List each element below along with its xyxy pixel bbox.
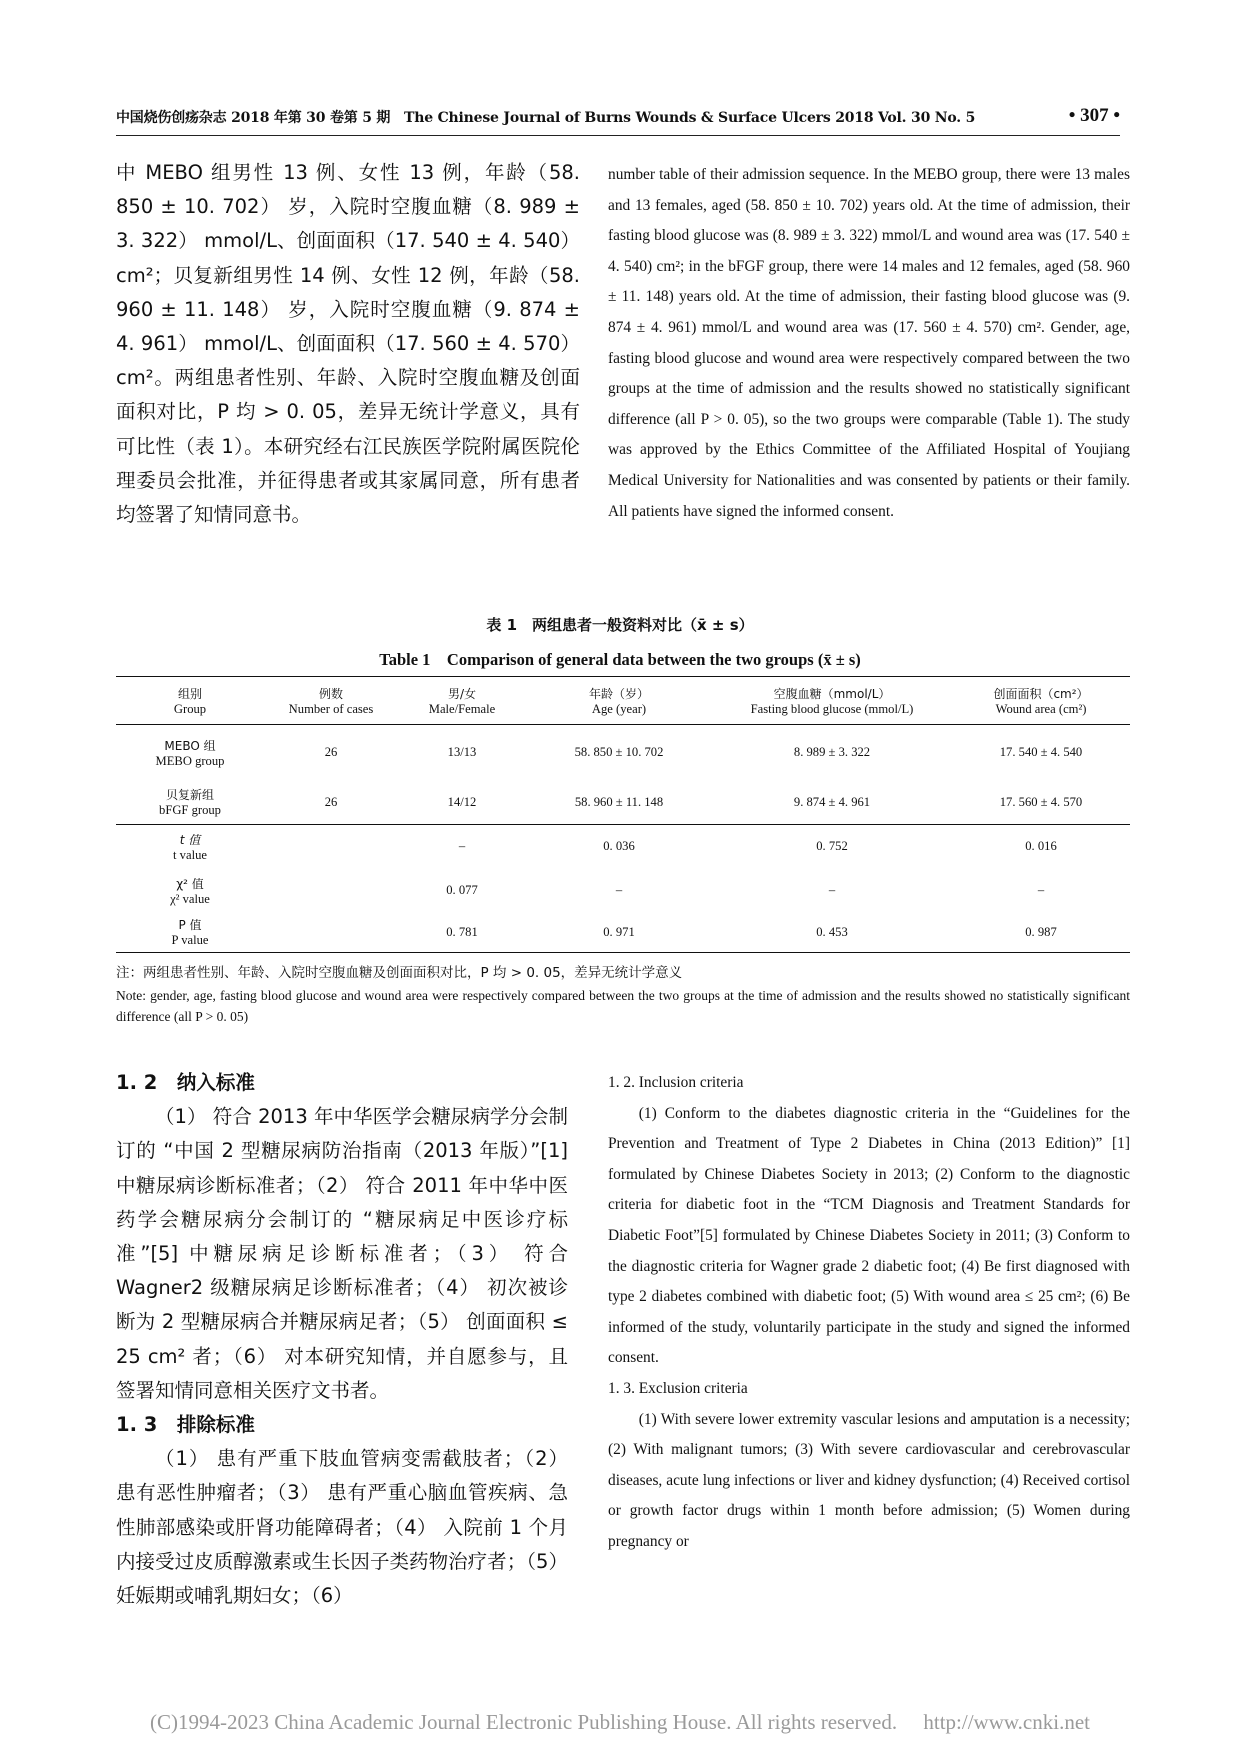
header-cases: 例数 Number of cases	[288, 686, 374, 716]
table-cell: 17. 560 ± 4. 570	[999, 794, 1083, 809]
table-note-en: Note: gender, age, fasting blood glucose and wound area were respectively compared between the two groups at the time of admission and the results showed no statistically significant difference (all P > 0. 05)	[116, 988, 1130, 1024]
table-cell: 0. 453	[816, 924, 848, 939]
table-header-row	[116, 677, 1130, 725]
table-row	[116, 825, 1130, 869]
table-cell: 9. 874 ± 4. 961	[793, 794, 871, 809]
table-cell: –	[1037, 883, 1045, 897]
top-cn-paragraph: 中 MEBO 组男性 13 例、女性 13 例，年龄（58. 850 ± 10. 702） 岁，入院时空腹血糖（8. 989 ± 3. 322） mmol/L、创面面积（17. 540 ± 4. 540） cm²；贝复新组男性 14 例、女性 12 例，年龄（58. 960 ± 11. 148） 岁，入院时空腹血糖（9. 874 ± 4. 961） mmol/L、创面面积（17. 560 ± 4. 570） cm²。两组患者性别、年龄、入院时空腹血糖及创面面积对比，P 均 > 0. 05，差异无统计学意义，具有可比性（表 1）。本研究经右江民族医学院附属医院伦理委员会批准，并征得患者或其家属同意，所有患者均签署了知情同意书。	[116, 161, 580, 527]
inclusion-criteria-cn: （1） 符合 2013 年中华医学会糖尿病学分会制订的 “中国 2 型糖尿病防治指南（2013 年版）”[1] 中糖尿病诊断标准者；（2） 符合 2011 年中华中医药学会糖尿病分会制订的 “糖尿病足中医诊疗标准”[5] 中糖尿病足诊断标准者；（3） 符合 Wagner2 级糖尿病足诊断标准者；（4） 初次被诊断为 2 型糖尿病合并糖尿病足者；（5） 创面面积 ≤ 25 cm² 者；（6） 对本研究知情，并自愿参与，且签署知情同意相关医疗文书者。	[116, 1105, 568, 1402]
table-row	[116, 913, 1130, 953]
table-cell: 14/12	[447, 794, 477, 809]
cnki-url[interactable]: http://www.cnki.net	[923, 1710, 1090, 1734]
running-header	[116, 105, 1120, 136]
table-cell: 0. 016	[1025, 839, 1057, 854]
table-cell: –	[458, 839, 466, 854]
table-caption-en: Table 1 Comparison of general data between the two groups (x̄ ± s)	[379, 650, 861, 669]
section-heading-exclusion-cn: 1. 3 排除标准	[116, 1413, 255, 1437]
table-row	[116, 725, 1130, 781]
header-group: 组别 Group	[173, 686, 207, 716]
general-data-table	[116, 676, 1130, 953]
table-cell: 17. 540 ± 4. 540	[999, 745, 1083, 760]
table-cell: 0. 971	[603, 924, 635, 939]
exclusion-criteria-en: (1) With severe lower extremity vascular lesions and amputation is a necessity; (2) With malignant tumors; (3) With severe cardiovascular and cerebrovascular diseases, acute lung infections or liver and kidney dysfunction; (4) Received cortisol or growth factor drugs within 1 month before admission; (5) Women during pregnancy or	[608, 1410, 1130, 1550]
row-label: t 值 t value	[173, 832, 207, 862]
table-row	[116, 869, 1130, 913]
header-glucose: 空腹血糖（mmol/L） Fasting blood glucose (mmol/L)	[750, 686, 914, 716]
section-heading-inclusion-cn: 1. 2 纳入标准	[116, 1071, 255, 1094]
row-label: 贝复新组 bFGF group	[159, 788, 221, 818]
table-cell: 8. 989 ± 3. 322	[793, 745, 871, 760]
header-sex: 男/女 Male/Female	[428, 686, 496, 716]
top-en-column	[608, 160, 1130, 527]
row-label: MEBO 组 MEBO group	[155, 738, 225, 768]
table-note-cn: 注：两组患者性别、年龄、入院时空腹血糖及创面面积对比，P 均 > 0. 05，差异无统计学意义	[116, 965, 683, 981]
inclusion-criteria-en: (1) Conform to the diabetes diagnostic criteria in the “Guidelines for the Prevention and Treatment of Type 2 Diabetes in China (2013 Edition)” [1] formulated by Chinese Diabetes Society in 2013; (2) Conform to the diagnostic criteria for diabetic foot in the “TCM Diagnosis and Treatment Standards for Diabetic Foot”[5] formulated by Chinese Diabetes Society in 2011; (3) Conform to the diagnostic criteria for Wagner grade 2 diabetic foot; (4) Be first diagnosed with type 2 diabetes combined with diabetic foot; (5) With wound area ≤ 25 cm²; (6) Be informed of the study, voluntarily participate in the study and signed the informed consent.	[608, 1104, 1130, 1367]
table-cell: –	[615, 883, 623, 897]
table-cell: 0. 781	[446, 924, 478, 939]
bottom-cn-column	[116, 1066, 568, 1613]
section-heading-inclusion-en: 1. 2. Inclusion criteria	[608, 1074, 744, 1091]
table-cell: 26	[324, 794, 338, 809]
table-row	[116, 781, 1130, 825]
bottom-en-column	[608, 1068, 1130, 1558]
section-heading-exclusion-en: 1. 3. Exclusion criteria	[608, 1379, 748, 1397]
top-en-paragraph: number table of their admission sequence. In the MEBO group, there were 13 males and 13 females, aged (58. 850 ± 10. 702) years old. At the time of admission, their fasting blood glucose was (8. 989 ± 3. 322) mmol/L and wound area was (17. 540 ± 4. 540) cm²; in the bFGF group, there were 14 males and 12 females, aged (58. 960 ± 11. 148) years old. At the time of admission, their fasting blood glucose was (9. 874 ± 4. 961) mmol/L and wound area was (17. 560 ± 4. 570) cm². Gender, age, fasting blood glucose and wound area were respectively compared between the two groups at the time of admission and the results showed no statistically significant difference (all P > 0. 05), so the two groups were comparable (Table 1). The study was approved by the Ethics Committee of the Affiliated Hospital of Youjiang Medical University for Nationalities and was consented by patients or their family. All patients have signed the informed consent.	[608, 166, 1130, 520]
copyright-footer	[0, 1710, 1240, 1735]
page-number: • 307 •	[1068, 105, 1120, 126]
table-cell	[264, 913, 398, 953]
table-cell: 13/13	[447, 745, 477, 760]
copyright-text: (C)1994-2023 China Academic Journal Electronic Publishing House. All rights reserved.	[150, 1710, 898, 1734]
top-cn-column	[116, 156, 580, 532]
table-cell: 0. 752	[816, 839, 848, 854]
header-wound-area: 创面面积（cm²） Wound area (cm²)	[993, 686, 1089, 716]
table-cell: 26	[324, 745, 338, 760]
table-cell	[264, 869, 398, 913]
table-cell: 58. 850 ± 10. 702	[574, 745, 664, 760]
table-caption-cn: 表 1 两组患者一般资料对比（x̄ ± s）	[486, 616, 754, 634]
exclusion-criteria-cn: （1） 患有严重下肢血管病变需截肢者；（2） 患有恶性肿瘤者；（3） 患有严重心脑血管疾病、急性肺部感染或肝肾功能障碍者；（4） 入院前 1 个月内接受过皮质醇激素或生长因子类药物治疗者；（5） 妊娠期或哺乳期妇女；（6）	[116, 1447, 568, 1608]
header-age: 年龄（岁） Age (year)	[588, 686, 649, 716]
row-label: χ² 值 χ² value	[170, 876, 210, 906]
table-cell: 0. 077	[446, 883, 478, 897]
journal-running-head: 中国烧伤创疡杂志 2018 年第 30 卷第 5 期 The Chinese Journal of Burns Wounds & Surface Ulcers 2018 Vol. 30 No. 5	[116, 110, 976, 126]
row-label: P 值 P value	[171, 918, 209, 948]
table-cell: 0. 036	[603, 839, 635, 854]
table-cell: 58. 960 ± 11. 148	[574, 794, 664, 809]
table-cell: 0. 987	[1025, 924, 1057, 939]
table-cell	[264, 825, 398, 869]
table-cell: –	[828, 883, 836, 897]
